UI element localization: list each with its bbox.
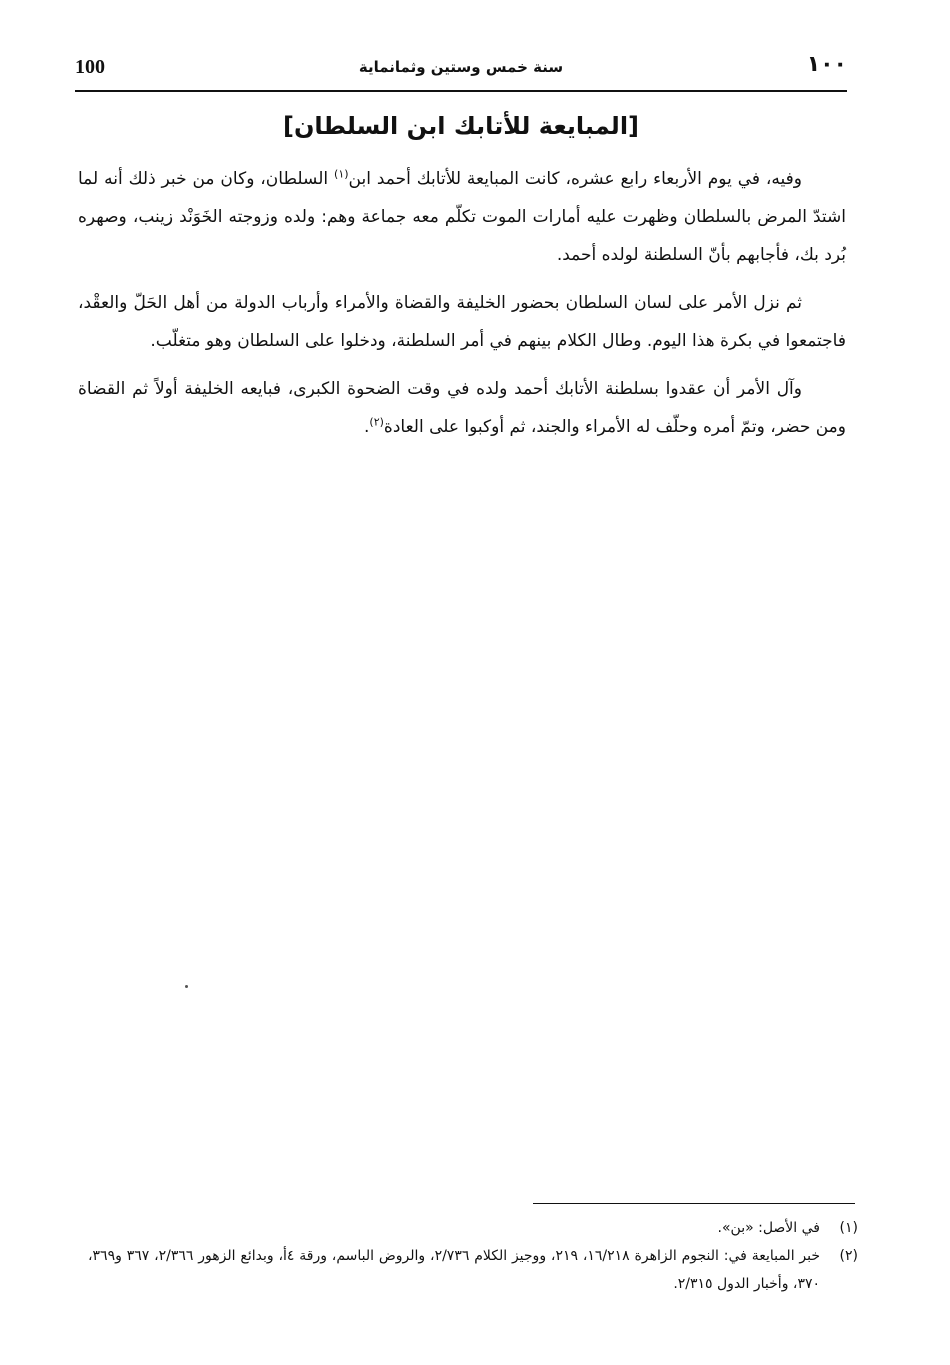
paragraph-1-text: وفيه، في يوم الأربعاء رابع عشره، كانت المبايعة للأتابك أحمد ابن bbox=[348, 169, 802, 189]
header-rule bbox=[75, 90, 847, 92]
footnote-2 bbox=[88, 1242, 858, 1298]
footnote-text: خبر المبايعة في: النجوم الزاهرة ١٦/٢١٨، ٢١٩، ووجيز الكلام ٢/٧٣٦، والروض الباسم، ورقة ٤أ، وبدائع الزهور ٢/٣٦٦، ٣٦٧ و٣٦٩، ٣٧٠، وأخبار الدول ٢/٣١٥. bbox=[88, 1248, 821, 1292]
footnote-marker: (١) bbox=[839, 1220, 858, 1236]
paragraph-1 bbox=[78, 160, 846, 274]
running-title: سنة خمس وستين وثمانماية bbox=[358, 58, 564, 76]
paragraph-3-text-cont: . bbox=[363, 417, 370, 437]
section-title: [المبايعة للأتابك ابن السلطان] bbox=[282, 112, 640, 140]
paragraph-2: ثم نزل الأمر على لسان السلطان بحضور الخليفة والقضاة والأمراء وأرباب الدولة من أهل الحَلّ والعقْد، فاجتمعوا في بكرة هذا اليوم. وطال الكلام بينهم في أمر السلطنة، ودخلوا على السلطان وهو متغلّب. bbox=[78, 293, 846, 351]
body-text bbox=[78, 160, 846, 456]
paragraph-1-text-cont: السلطان، وكان من خبر ذلك أنه لما اشتدّ المرض بالسلطان وظهرت عليه أمارات الموت تكلّم معه جماعة وهم: ولده وزوجته الخَوَنْد زينب، وصهره بُرد بك، فأجابهم بأنّ السلطنة لولده أحمد. bbox=[78, 169, 846, 265]
page-number-arabic: ١٠٠ bbox=[806, 52, 847, 77]
footnote-marker: (٢) bbox=[839, 1248, 858, 1264]
page-header bbox=[75, 52, 847, 92]
page-number-latin: 100 bbox=[75, 56, 105, 78]
footnote-separator bbox=[533, 1203, 855, 1204]
paragraph-3 bbox=[78, 370, 846, 446]
scan-speck bbox=[185, 985, 188, 988]
footnotes bbox=[88, 1214, 858, 1298]
paragraph-3-text: وآل الأمر أن عقدوا بسلطنة الأتابك أحمد ولده في وقت الضحوة الكبرى، فبايعه الخليفة أولاً ثم القضاة ومن حضر، وتمّ أمره وحلّف له الأمراء والجند، ثم أوكبوا على العادة bbox=[78, 379, 846, 437]
footnote-text: في الأصل: «بن». bbox=[717, 1220, 820, 1236]
footnote-1 bbox=[88, 1214, 858, 1242]
footnote-ref-2[interactable]: (٢) bbox=[369, 415, 384, 429]
footnote-ref-1[interactable]: (١) bbox=[334, 167, 349, 181]
